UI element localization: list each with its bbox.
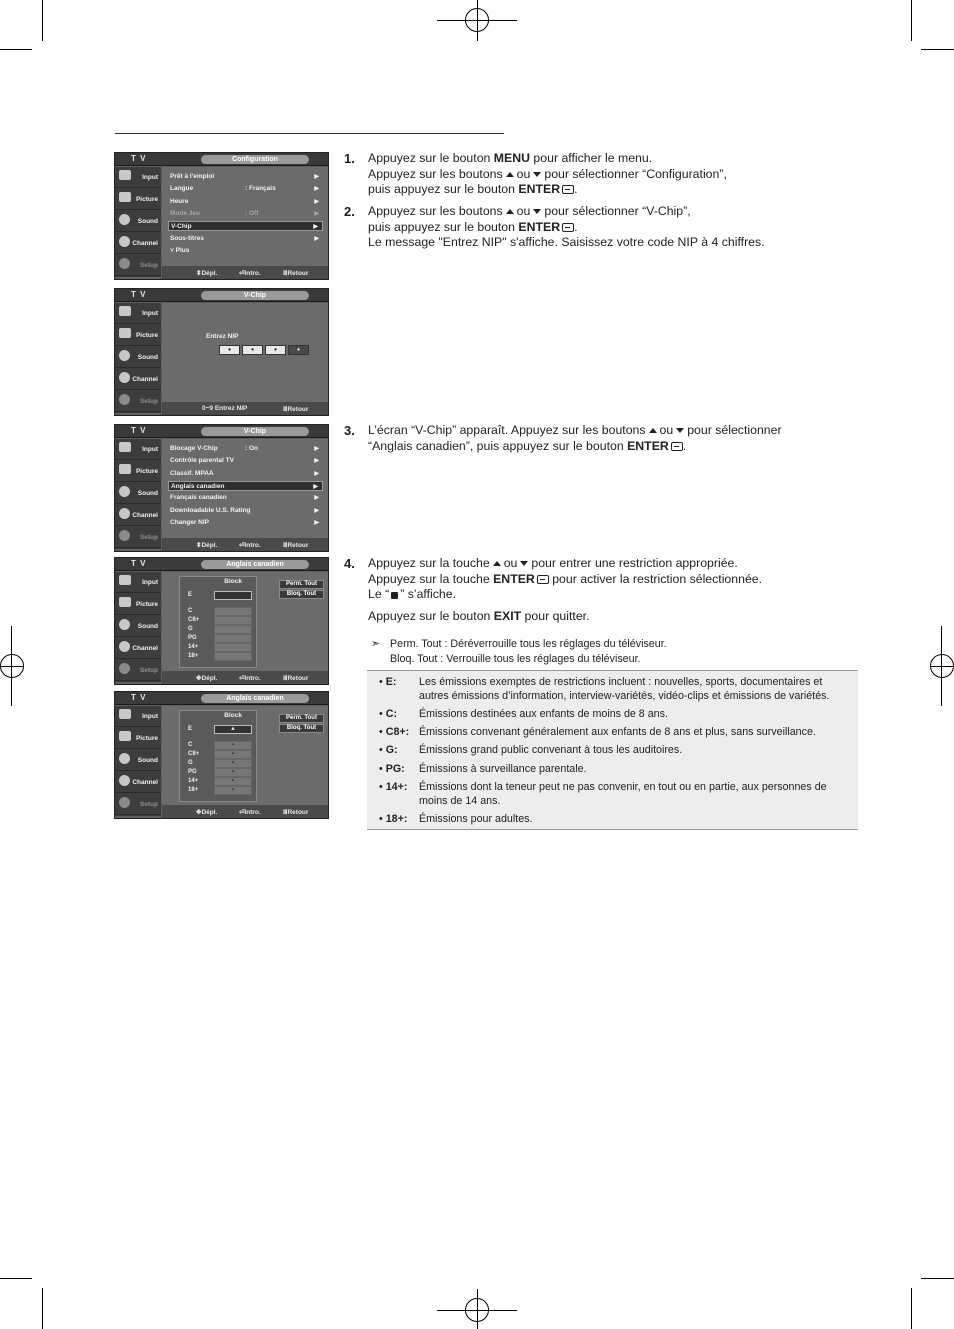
menu-row: Sous-titres ▶ bbox=[170, 235, 319, 242]
enter-icon bbox=[562, 185, 574, 194]
osd-title: V-Chip bbox=[201, 291, 309, 300]
arrow-right-icon: ▶ bbox=[314, 199, 319, 205]
nip-digit-box: • bbox=[265, 345, 286, 355]
menu-row: Heure ▶ bbox=[170, 198, 319, 205]
step-line: Appuyez sur la touche ENTER pour activer la restriction sélectionnée. bbox=[368, 571, 763, 586]
osd-footer: 0~9 Entrez NIP ⅢRetour bbox=[162, 402, 329, 416]
down-arrow-icon bbox=[676, 428, 684, 433]
osd-tv-label: T V bbox=[131, 290, 147, 299]
channel-icon bbox=[119, 641, 130, 652]
note-arrow-icon: ➣ bbox=[371, 638, 381, 650]
block-header: Block bbox=[224, 712, 242, 719]
sidebar-item-channel: Channel bbox=[115, 772, 161, 793]
down-arrow-icon bbox=[520, 561, 528, 566]
rating-row-selected: E bbox=[186, 591, 252, 600]
sidebar-item-channel: Channel bbox=[115, 638, 161, 659]
arrow-right-icon: ▶ bbox=[313, 224, 318, 230]
up-arrow-icon bbox=[649, 428, 657, 433]
nip-digit-box-current: • bbox=[288, 345, 309, 355]
osd-sidebar bbox=[115, 439, 161, 549]
picture-icon bbox=[119, 192, 131, 202]
step-line: puis appuyez sur le bouton ENTER . bbox=[368, 182, 578, 196]
step-line: Appuyez sur les boutons ou pour sélectionner “Configuration”, bbox=[368, 166, 727, 181]
arrow-right-icon: ▶ bbox=[314, 520, 319, 526]
menu-row: Downloadable U.S. Rating ▶ bbox=[170, 507, 319, 514]
step-line: Appuyez sur les boutons ou pour sélectionner “V-Chip”, bbox=[368, 204, 691, 218]
step-line: Appuyez sur le bouton MENU pour afficher le menu. bbox=[368, 151, 653, 165]
rating-row-selected: E ▲ bbox=[186, 725, 252, 734]
osd-title: Anglais canadien bbox=[201, 694, 309, 703]
picture-icon bbox=[119, 464, 131, 474]
osd-tv-label: T V bbox=[131, 426, 147, 435]
enter-icon: ⏎ bbox=[239, 270, 245, 277]
arrow-right-icon: ▶ bbox=[314, 508, 319, 514]
lock-icon: ▪ bbox=[214, 777, 252, 786]
sidebar-item-channel: Channel bbox=[115, 505, 161, 526]
perm-tout-button: Perm. Tout bbox=[279, 580, 324, 589]
sidebar-item-picture: Picture bbox=[115, 594, 161, 615]
menu-row: Changer NIP ▶ bbox=[170, 519, 319, 526]
enter-icon: ⏎ bbox=[239, 809, 245, 816]
osd-content bbox=[162, 572, 329, 672]
sidebar-item-setup: Setup bbox=[115, 794, 161, 815]
rating-row: C bbox=[186, 607, 252, 616]
enter-icon bbox=[537, 575, 549, 584]
step-number: 4. bbox=[344, 556, 355, 571]
sidebar-item-setup: Setup bbox=[115, 391, 161, 412]
enter-icon: ⏎ bbox=[239, 675, 245, 682]
down-arrow-icon bbox=[533, 209, 541, 214]
menu-row: Prêt à l'emploi ▶ bbox=[170, 173, 319, 180]
step-line: Appuyez sur la touche ou pour entrer une restriction appropriée. bbox=[368, 556, 738, 570]
osd-content bbox=[162, 167, 329, 267]
channel-icon bbox=[119, 372, 130, 383]
sidebar-item-input: Input bbox=[115, 167, 161, 188]
rating-row: C8+ bbox=[186, 616, 252, 625]
input-icon bbox=[119, 442, 131, 452]
osd-screen-english-canadian-locked bbox=[114, 691, 329, 819]
sidebar-item-picture: Picture bbox=[115, 728, 161, 749]
menu-row-selected: Anglais canadien ▶ bbox=[168, 481, 323, 491]
step-line: puis appuyez sur le bouton ENTER . bbox=[368, 219, 578, 234]
perm-tout-button: Perm. Tout bbox=[279, 714, 324, 723]
nip-hint: 0~9 Entrez NIP bbox=[202, 405, 248, 412]
nip-digit-box: • bbox=[242, 345, 263, 355]
input-icon bbox=[119, 306, 131, 316]
osd-sidebar bbox=[115, 572, 161, 682]
block-header: Block bbox=[224, 578, 242, 585]
lock-icon: ▪ bbox=[214, 759, 252, 768]
osd-footer: ⬍Dépl. ⏎Intro. ⅢRetour bbox=[162, 538, 329, 552]
step-line: “Anglais canadien”, puis appuyez sur le bouton ENTER . bbox=[368, 438, 687, 453]
block-cell bbox=[214, 643, 252, 652]
return-icon: Ⅲ bbox=[283, 542, 288, 549]
chevron-down-icon: ˅ bbox=[170, 247, 176, 254]
rating-box bbox=[179, 710, 257, 802]
sidebar-item-input: Input bbox=[115, 303, 161, 324]
sidebar-item-picture: Picture bbox=[115, 189, 161, 210]
setup-icon bbox=[119, 258, 130, 269]
enter-icon bbox=[562, 223, 574, 232]
sidebar-item-setup: Setup bbox=[115, 660, 161, 681]
osd-footer: ⬍Dépl. ⏎Intro. ⅢRetour bbox=[162, 266, 329, 280]
osd-footer: ✥Dépl. ⏎Intro. ⅢRetour bbox=[162, 805, 329, 819]
sidebar-item-input: Input bbox=[115, 706, 161, 727]
menu-row: Français canadien ▶ bbox=[170, 494, 319, 501]
osd-header bbox=[115, 425, 329, 438]
osd-header bbox=[115, 558, 329, 571]
menu-row: Classif. MPAA ▶ bbox=[170, 470, 319, 477]
step-line: Le message "Entrez NIP" s'affiche. Saisissez votre code NIP à 4 chiffres. bbox=[368, 235, 765, 249]
rating-box bbox=[179, 576, 257, 668]
return-icon: Ⅲ bbox=[283, 406, 288, 413]
lock-icon: ▪ bbox=[214, 741, 252, 750]
setup-icon bbox=[119, 394, 130, 405]
arrow-right-icon: ▶ bbox=[314, 446, 319, 452]
block-cell bbox=[214, 652, 252, 661]
osd-sidebar bbox=[115, 167, 161, 277]
menu-row: Mode Jeu : Off ▶ bbox=[170, 210, 319, 217]
return-icon: Ⅲ bbox=[283, 675, 288, 682]
sidebar-item-picture: Picture bbox=[115, 325, 161, 346]
rating-row: PG bbox=[186, 634, 252, 643]
sidebar-item-picture: Picture bbox=[115, 461, 161, 482]
osd-sidebar bbox=[115, 303, 161, 413]
sound-icon bbox=[119, 486, 130, 497]
input-icon bbox=[119, 709, 131, 719]
up-arrow-icon bbox=[506, 209, 514, 214]
arrow-right-icon: ▶ bbox=[314, 458, 319, 464]
block-cell bbox=[214, 591, 252, 600]
osd-header bbox=[115, 289, 329, 302]
step-number: 1. bbox=[344, 151, 355, 166]
channel-icon bbox=[119, 775, 130, 786]
sound-icon bbox=[119, 350, 130, 361]
rating-row: G bbox=[186, 625, 252, 634]
sound-icon bbox=[119, 753, 130, 764]
input-icon bbox=[119, 575, 131, 585]
osd-header bbox=[115, 153, 329, 166]
osd-screen-nip bbox=[114, 288, 329, 416]
lock-icon: ▪ bbox=[214, 786, 252, 795]
arrow-right-icon: ▶ bbox=[314, 236, 319, 242]
move-icon: ✥ bbox=[196, 675, 202, 682]
arrow-right-icon: ▶ bbox=[314, 471, 319, 477]
rating-row: C8+ ▪ bbox=[186, 750, 252, 759]
channel-icon bbox=[119, 508, 130, 519]
return-icon: Ⅲ bbox=[283, 809, 288, 816]
osd-tv-label: T V bbox=[131, 154, 147, 163]
step-line: Le “ ” s’affiche. bbox=[368, 587, 457, 601]
channel-icon bbox=[119, 236, 130, 247]
block-cell bbox=[214, 616, 252, 625]
nip-prompt: Entrez NIP bbox=[206, 333, 239, 340]
step-line: Appuyez sur le bouton EXIT pour quitter. bbox=[368, 608, 590, 623]
rating-row: 14+ bbox=[186, 643, 252, 652]
arrow-right-icon: ▶ bbox=[313, 484, 318, 490]
osd-title: V-Chip bbox=[201, 427, 309, 436]
lock-icon: ▲ bbox=[214, 725, 252, 734]
sidebar-item-sound: Sound bbox=[115, 483, 161, 504]
osd-screen-configuration bbox=[114, 152, 329, 280]
sidebar-item-sound: Sound bbox=[115, 750, 161, 771]
sidebar-item-channel: Channel bbox=[115, 233, 161, 254]
step-number: 3. bbox=[344, 423, 355, 438]
sound-icon bbox=[119, 619, 130, 630]
sidebar-item-input: Input bbox=[115, 572, 161, 593]
move-icon: ⬍ bbox=[196, 542, 202, 549]
picture-icon bbox=[119, 328, 131, 338]
enter-icon: ⏎ bbox=[239, 542, 245, 549]
setup-icon bbox=[119, 663, 130, 674]
input-icon bbox=[119, 170, 131, 180]
sidebar-item-setup: Setup bbox=[115, 255, 161, 276]
arrow-right-icon: ▶ bbox=[314, 186, 319, 192]
bloq-tout-button: Bloq. Tout bbox=[279, 724, 324, 733]
osd-screen-vchip bbox=[114, 424, 329, 552]
picture-icon bbox=[119, 597, 131, 607]
setup-icon bbox=[119, 797, 130, 808]
sidebar-item-sound: Sound bbox=[115, 211, 161, 232]
lock-icon bbox=[391, 592, 398, 599]
lock-icon: ▪ bbox=[214, 750, 252, 759]
osd-content bbox=[162, 439, 329, 539]
sidebar-item-channel: Channel bbox=[115, 369, 161, 390]
step-line: L’écran “V-Chip” apparaît. Appuyez sur les boutons ou pour sélectionner bbox=[368, 423, 782, 437]
arrow-right-icon: ▶ bbox=[314, 495, 319, 501]
osd-footer: ✥Dépl. ⏎Intro. ⅢRetour bbox=[162, 671, 329, 685]
up-arrow-icon bbox=[493, 561, 501, 566]
rating-row: C ▪ bbox=[186, 741, 252, 750]
osd-content bbox=[162, 303, 329, 403]
ratings-table: • E: Les émissions exemptes de restrictions incluent : nouvelles, sports, documentaires et autres émissions d’information, interview-variétés, vidéo-clips et émissions de variétés. • C: Émissions destinées aux enfants de moins de 8 ans. • C8+: Émissions convenant généralement aux enfants de 8 ans et plus, sans surveillance. • G: Émissions grand public convenant à tous les auditoires. • PG: Émissions à surveillance parentale. • 14+: Émissions dont la teneur peut ne pas convenir, en tout ou en partie, aux personnes de moins de 14 ans. • 18+: Émissions pour adultes. bbox=[367, 670, 858, 830]
osd-tv-label: T V bbox=[131, 693, 147, 702]
top-rule bbox=[115, 133, 504, 134]
return-icon: Ⅲ bbox=[283, 270, 288, 277]
down-arrow-icon bbox=[533, 172, 541, 177]
osd-screen-english-canadian bbox=[114, 557, 329, 685]
menu-row: Langue : Français ▶ bbox=[170, 185, 319, 192]
rating-row: 18+ bbox=[186, 652, 252, 661]
rating-row: PG ▪ bbox=[186, 768, 252, 777]
sidebar-item-sound: Sound bbox=[115, 616, 161, 637]
rating-row: 18+ ▪ bbox=[186, 786, 252, 795]
osd-header bbox=[115, 692, 329, 705]
osd-tv-label: T V bbox=[131, 559, 147, 568]
enter-icon bbox=[671, 442, 683, 451]
arrow-right-icon: ▶ bbox=[314, 211, 319, 217]
menu-row-selected: V-Chip ▶ bbox=[168, 221, 323, 231]
bloq-tout-button: Bloq. Tout bbox=[279, 590, 324, 599]
rating-row: 14+ ▪ bbox=[186, 777, 252, 786]
menu-row-more: ˅ Plus bbox=[170, 247, 190, 254]
note-line: Perm. Tout : Déréverrouille tous les réglages du téléviseur. bbox=[390, 638, 667, 650]
osd-title: Anglais canadien bbox=[201, 560, 309, 569]
arrow-right-icon: ▶ bbox=[314, 174, 319, 180]
setup-icon bbox=[119, 530, 130, 541]
block-cell bbox=[214, 634, 252, 643]
osd-sidebar bbox=[115, 706, 161, 816]
menu-row: Contrôle parental TV ▶ bbox=[170, 457, 319, 464]
picture-icon bbox=[119, 731, 131, 741]
move-icon: ⬍ bbox=[196, 270, 202, 277]
osd-title: Configuration bbox=[201, 155, 309, 164]
move-icon: ✥ bbox=[196, 809, 202, 816]
sidebar-item-setup: Setup bbox=[115, 527, 161, 548]
block-cell bbox=[214, 625, 252, 634]
sidebar-item-input: Input bbox=[115, 439, 161, 460]
block-cell bbox=[214, 607, 252, 616]
lock-icon: ▪ bbox=[214, 768, 252, 777]
osd-content bbox=[162, 706, 329, 806]
up-arrow-icon bbox=[506, 172, 514, 177]
note-line: Bloq. Tout : Verrouille tous les réglages du téléviseur. bbox=[390, 653, 641, 665]
menu-row: Blocage V-Chip : On ▶ bbox=[170, 445, 319, 452]
rating-row: G ▪ bbox=[186, 759, 252, 768]
nip-digit-box: • bbox=[219, 345, 240, 355]
sidebar-item-sound: Sound bbox=[115, 347, 161, 368]
sound-icon bbox=[119, 214, 130, 225]
step-number: 2. bbox=[344, 204, 355, 219]
